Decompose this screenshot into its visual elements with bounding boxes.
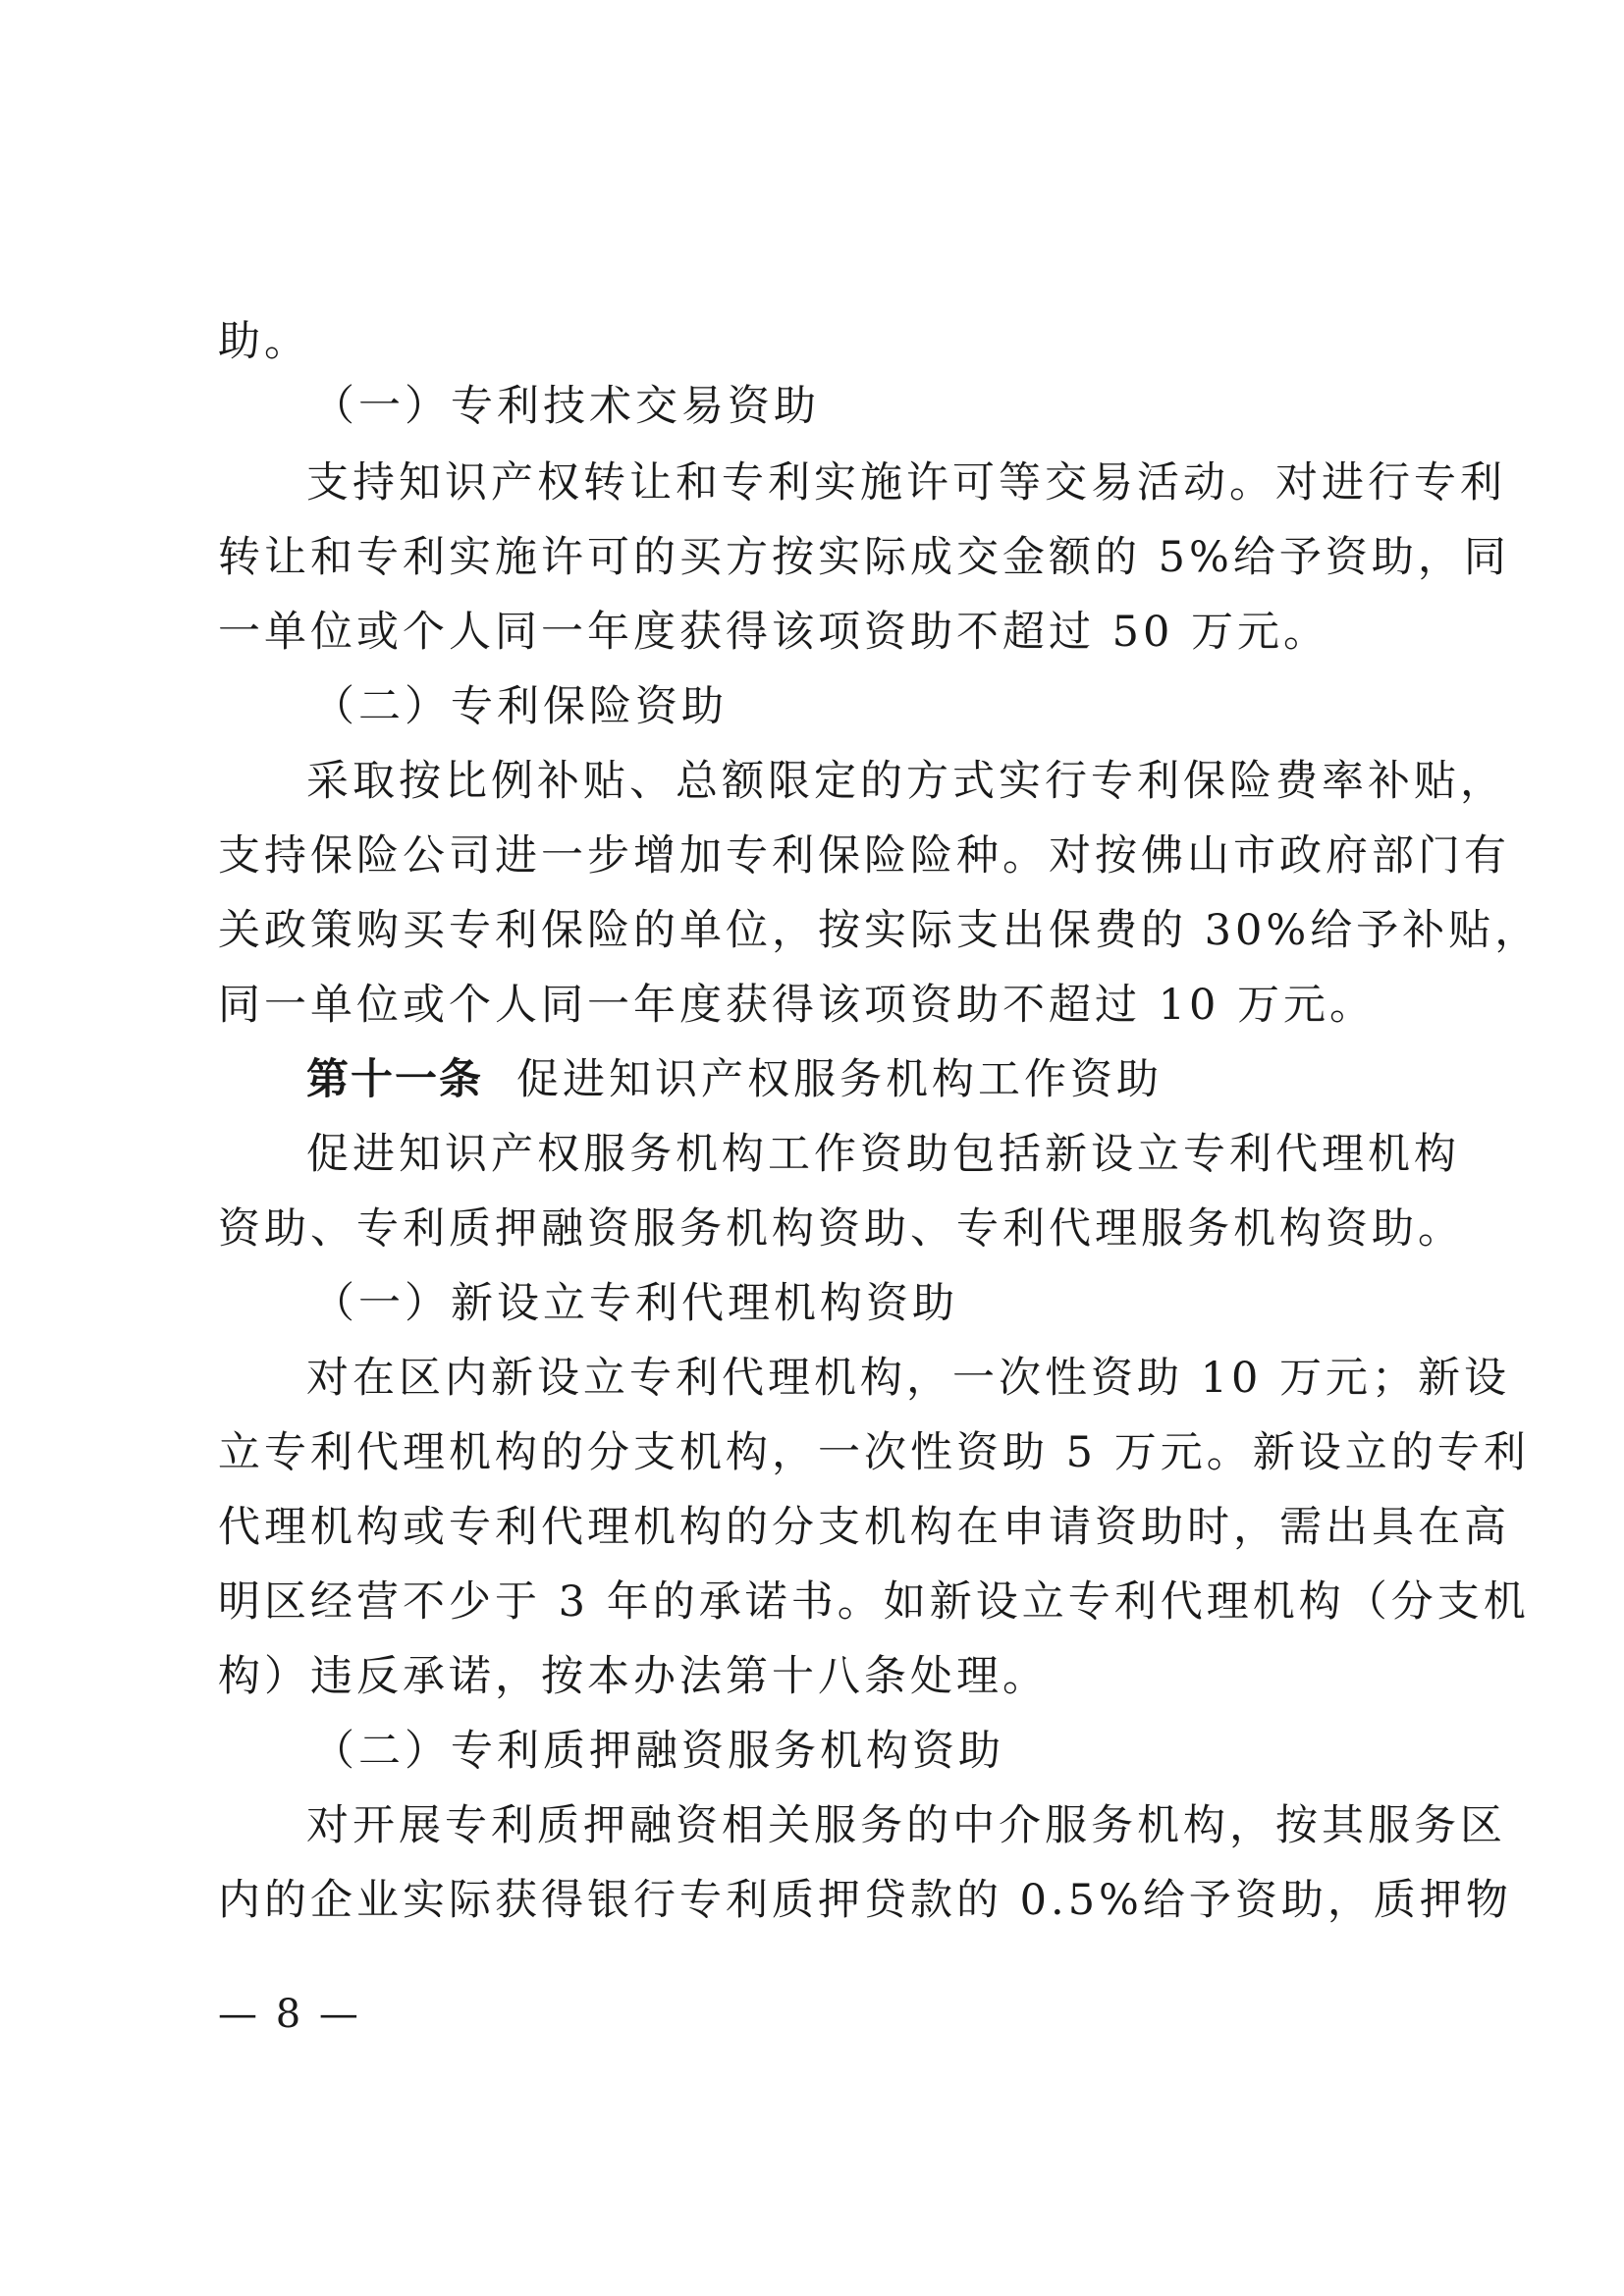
- paragraph-line: 构）违反承诺，按本办法第十八条处理。: [218, 1652, 1049, 1701]
- section-heading-pledge-financing: （二）专利质押融资服务机构资助: [312, 1727, 1004, 1776]
- paragraph-line: 明区经营不少于 3 年的承诺书。如新设立专利代理机构（分支机: [218, 1577, 1530, 1627]
- page-number: — 8 —: [218, 1992, 361, 2037]
- paragraph-line: 资助、专利质押融资服务机构资助、专利代理服务机构资助。: [218, 1204, 1464, 1254]
- paragraph-line: 支持保险公司进一步增加专利保险险种。对按佛山市政府部门有: [218, 831, 1510, 881]
- paragraph-line: 内的企业实际获得银行专利质押贷款的 0.5%给予资助，质押物: [218, 1876, 1512, 1925]
- paragraph-line: 同一单位或个人同一年度获得该项资助不超过 10 万元。: [218, 981, 1377, 1030]
- article-heading: [306, 1050, 1514, 1109]
- paragraph-line: 对在区内新设立专利代理机构，一次性资助 10 万元；新设: [306, 1354, 1511, 1403]
- section-heading-patent-insurance: （二）专利保险资助: [312, 682, 728, 731]
- paragraph-line: 促进知识产权服务机构工作资助包括新设立专利代理机构: [306, 1130, 1460, 1179]
- paragraph-line: 助。: [218, 317, 310, 366]
- paragraph-line: 转让和专利实施许可的买方按实际成交金额的 5%给予资助，同: [218, 533, 1510, 582]
- paragraph-line: 支持知识产权转让和专利实施许可等交易活动。对进行专利: [306, 458, 1506, 507]
- paragraph-line: 立专利代理机构的分支机构，一次性资助 5 万元。新设立的专利: [218, 1428, 1530, 1477]
- paragraph-line: 一单位或个人同一年度获得该项资助不超过 50 万元。: [218, 608, 1330, 657]
- section-heading-new-agency: （一）新设立专利代理机构资助: [312, 1279, 958, 1328]
- article-title: 促进知识产权服务机构工作资助: [516, 1055, 1163, 1104]
- section-heading-patent-trade: （一）专利技术交易资助: [312, 382, 820, 431]
- paragraph-line: 对开展专利质押融资相关服务的中介服务机构，按其服务区: [306, 1801, 1506, 1850]
- paragraph-line: 关政策购买专利保险的单位，按实际支出保费的 30%给予补贴，: [218, 906, 1542, 955]
- paragraph-line: 代理机构或专利代理机构的分支机构在申请资助时，需出具在高: [218, 1503, 1510, 1552]
- article-number: 第十一条: [306, 1055, 483, 1104]
- paragraph-line: 采取按比例补贴、总额限定的方式实行专利保险费率补贴，: [306, 757, 1506, 806]
